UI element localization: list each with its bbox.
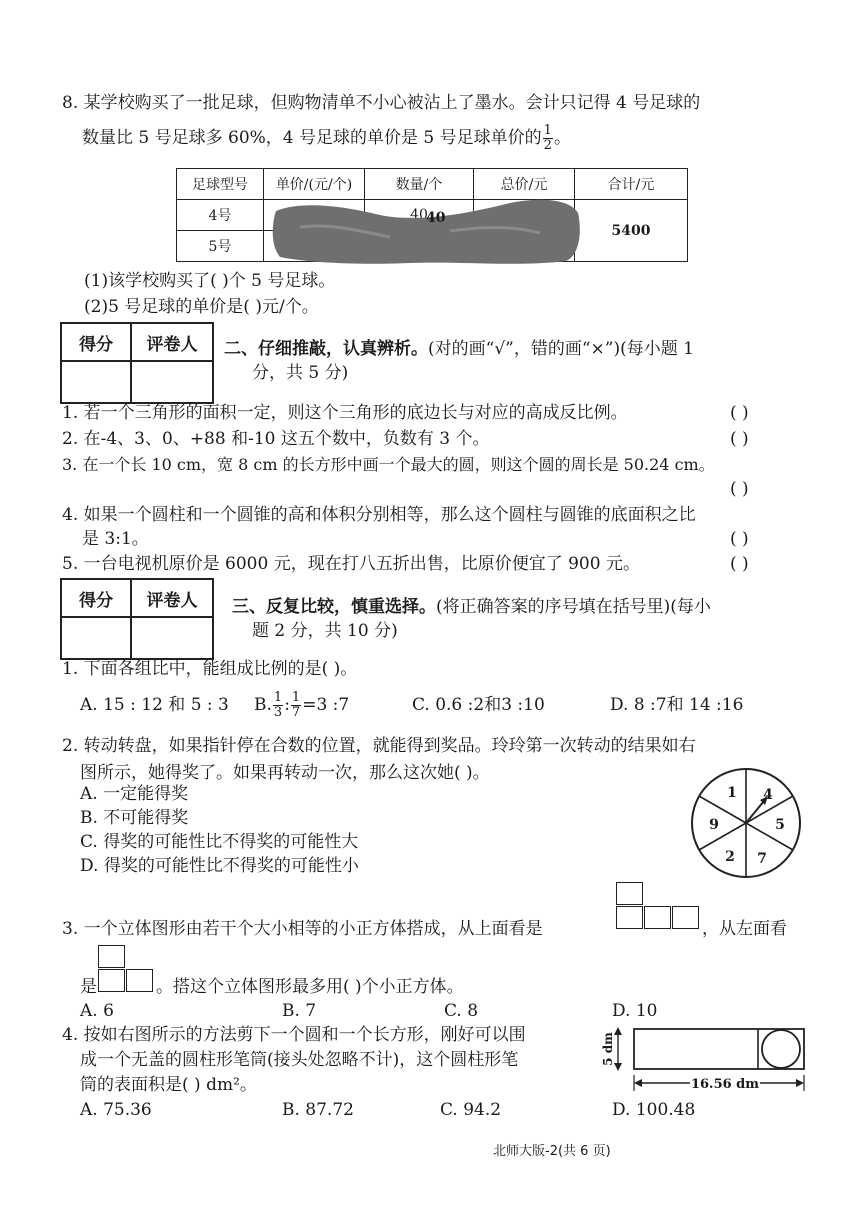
s3-q3-line2a: 是 — [80, 977, 97, 997]
score-label: 得分 — [61, 323, 131, 361]
s2-paren-5: ( ) — [730, 554, 749, 574]
s3-q4-option-c: C. 94.2 — [440, 1100, 502, 1120]
spinner-diagram — [690, 767, 802, 879]
q8-line2 — [82, 124, 571, 153]
height-label: 5 dm — [601, 1032, 615, 1066]
s3-q2-option-b: B. 不可能得奖 — [80, 808, 189, 828]
score-blank — [61, 361, 131, 403]
score-label-3: 得分 — [61, 579, 131, 617]
s3-q1-option-d: D. 8 :7和 14 :16 — [610, 695, 744, 715]
s3-q4-option-b: B. 87.72 — [282, 1100, 354, 1120]
top-view-figure — [616, 882, 700, 934]
left-view-figure — [98, 945, 158, 997]
grader-blank-3 — [131, 617, 213, 659]
section2-instr2: 分，共 5 分) — [252, 363, 349, 383]
s3-q4-line2: 成一个无盖的圆柱形笔筒(接头处忽略不计)，这个圆柱形笔 — [80, 1050, 519, 1070]
section2-instr: (对的画“√”，错的画“×”)(每小题 1 — [428, 339, 694, 359]
s3-q1-option-a: A. 15 : 12 和 5 : 3 — [80, 695, 229, 715]
spinner-sector-9: 9 — [709, 817, 719, 833]
table-header-subtotal: 总价/元 — [474, 169, 575, 200]
s3-q4-line3: 筒的表面积是( ) dm²。 — [80, 1075, 257, 1095]
spinner-pointer — [746, 801, 764, 823]
s2-item-1: 1. 若一个三角形的面积一定，则这个三角形的底边长与对应的高成反比例。 — [62, 403, 628, 423]
score-box-section2 — [60, 322, 214, 404]
table-cell-qty-4: 40 — [365, 200, 474, 231]
s2-paren-3: ( ) — [730, 479, 749, 499]
s3-q2-option-c: C. 得奖的可能性比不得奖的可能性大 — [80, 832, 359, 852]
s2-item-2: 2. 在-4、3、0、+88 和-10 这五个数中，负数有 3 个。 — [62, 429, 490, 449]
s3-q1-option-c: C. 0.6 :2和3 :10 — [412, 695, 545, 715]
s3-q3-option-c: C. 8 — [444, 1001, 479, 1021]
grader-label-3: 评卷人 — [131, 579, 213, 617]
s3-q2-line2: 图所示，她得奖了。如果再转动一次，那么这次她( )。 — [80, 763, 490, 783]
s2-paren-2: ( ) — [730, 429, 749, 449]
top-view-cube — [616, 906, 643, 929]
s2-item-3: 3. 在一个长 10 cm，宽 8 cm 的长方形中画一个最大的圆，则这个圆的周长是 50.24 cm。 — [62, 455, 715, 474]
page-footer: 北师大版-2(共 6 页) — [493, 1144, 611, 1159]
s3-q3-option-a: A. 6 — [80, 1001, 114, 1021]
score-blank-3 — [61, 617, 131, 659]
s3-q3-line2b: 。搭这个立体图形最多用( )个小正方体。 — [156, 977, 464, 997]
q8-line1: 8. 某学校购买了一批足球，但购物清单不小心被沾上了墨水。会计只记得 4 号足球的 — [62, 93, 701, 113]
s2-item-5: 5. 一台电视机原价是 6000 元，现在打八五折出售，比原价便宜了 900 元。 — [62, 554, 640, 574]
top-view-cube — [672, 906, 699, 929]
spinner-sector-1: 1 — [727, 785, 737, 801]
table-cell-model-5: 5号 — [177, 231, 264, 262]
table-header-price: 单价/(元/个) — [264, 169, 365, 200]
section2-heading — [224, 338, 694, 360]
s3-q3-option-b: B. 7 — [282, 1001, 317, 1021]
spinner-sector-5: 5 — [775, 817, 785, 833]
s3-q4-option-a: A. 75.36 — [80, 1100, 152, 1120]
s3-q2-option-d: D. 得奖的可能性比不得奖的可能性小 — [80, 856, 359, 876]
score-box-section3 — [60, 578, 214, 660]
ink-qty-40: 40 — [426, 210, 446, 226]
top-view-cube — [644, 906, 671, 929]
grader-blank — [131, 361, 213, 403]
top-view-cube — [616, 882, 643, 905]
s3-q1-b-f2-num: 1 — [291, 690, 301, 705]
s3-q1-b-post: =3 :7 — [302, 695, 350, 715]
s3-q4-option-d: D. 100.48 — [612, 1100, 696, 1120]
q8-sub1: (1)该学校购买了( )个 5 号足球。 — [84, 271, 336, 291]
s3-q1-b-f1-num: 1 — [273, 690, 283, 705]
table-header-total: 合计/元 — [575, 169, 688, 200]
q8-fraction — [543, 124, 553, 153]
q8-line2-text: 数量比 5 号足球多 60%，4 号足球的单价是 5 号足球单价的 — [82, 128, 542, 148]
section3-heading — [232, 596, 711, 618]
s2-item-4-cont: 是 3:1。 — [82, 529, 149, 549]
s3-q1-b-label: B. — [254, 695, 272, 715]
s3-q3-line1b: ，从左面看 — [702, 919, 787, 939]
s2-paren-1: ( ) — [730, 403, 749, 423]
s3-q1-stem: 1. 下面各组比中，能组成比例的是( )。 — [62, 659, 358, 679]
q8-fraction-num: 1 — [543, 123, 552, 138]
grader-label: 评卷人 — [131, 323, 213, 361]
q8-sub2: (2)5 号足球的单价是( )元/个。 — [84, 297, 319, 317]
cylinder-net-diagram — [601, 1025, 808, 1095]
table-cell-model-4: 4号 — [177, 200, 264, 231]
spinner-sector-7: 7 — [757, 851, 767, 867]
table-header-model: 足球型号 — [177, 169, 264, 200]
left-view-cube — [98, 945, 125, 968]
section3-title: 三、反复比较，慎重选择。 — [232, 597, 436, 617]
s3-q2-option-a: A. 一定能得奖 — [80, 784, 189, 804]
s2-paren-4: ( ) — [730, 529, 749, 549]
s3-q1-b-f2-den: 7 — [291, 705, 301, 720]
table-header-qty: 数量/个 — [365, 169, 474, 200]
s3-q3-option-d: D. 10 — [612, 1001, 658, 1021]
section3-instr2: 题 2 分，共 10 分) — [252, 621, 398, 641]
section3-instr: (将正确答案的序号填在括号里)(每小 — [436, 597, 711, 617]
s3-q2-line1: 2. 转动转盘，如果指针停在合数的位置，就能得到奖品。玲玲第一次转动的结果如右 — [62, 736, 696, 756]
section2-title: 二、仔细推敲，认真辨析。 — [224, 339, 428, 359]
width-label: 16.56 dm — [690, 1077, 760, 1092]
s3-q3-line1a: 3. 一个立体图形由若干个大小相等的小正方体搭成，从上面看是 — [62, 919, 543, 939]
q8-fraction-den: 2 — [543, 138, 552, 153]
s2-item-4: 4. 如果一个圆柱和一个圆锥的高和体积分别相等，那么这个圆柱与圆锥的底面积之比 — [62, 505, 696, 525]
spinner-sector-4: 4 — [763, 787, 773, 803]
s3-q1-option-b: B. $\frac{1}{3}$ : $\frac{1}{7}$ =3 :7 — [254, 690, 350, 720]
q8-line2-end: 。 — [553, 128, 571, 148]
spinner-sector-2: 2 — [725, 849, 735, 865]
table-cell-total: 5400 — [575, 200, 688, 262]
s3-q4-line1: 4. 按如右图所示的方法剪下一个圆和一个长方形，刚好可以围 — [62, 1025, 526, 1045]
left-view-cube — [98, 969, 125, 992]
s3-q1-b-f1-den: 3 — [273, 705, 283, 720]
left-view-cube — [126, 969, 153, 992]
